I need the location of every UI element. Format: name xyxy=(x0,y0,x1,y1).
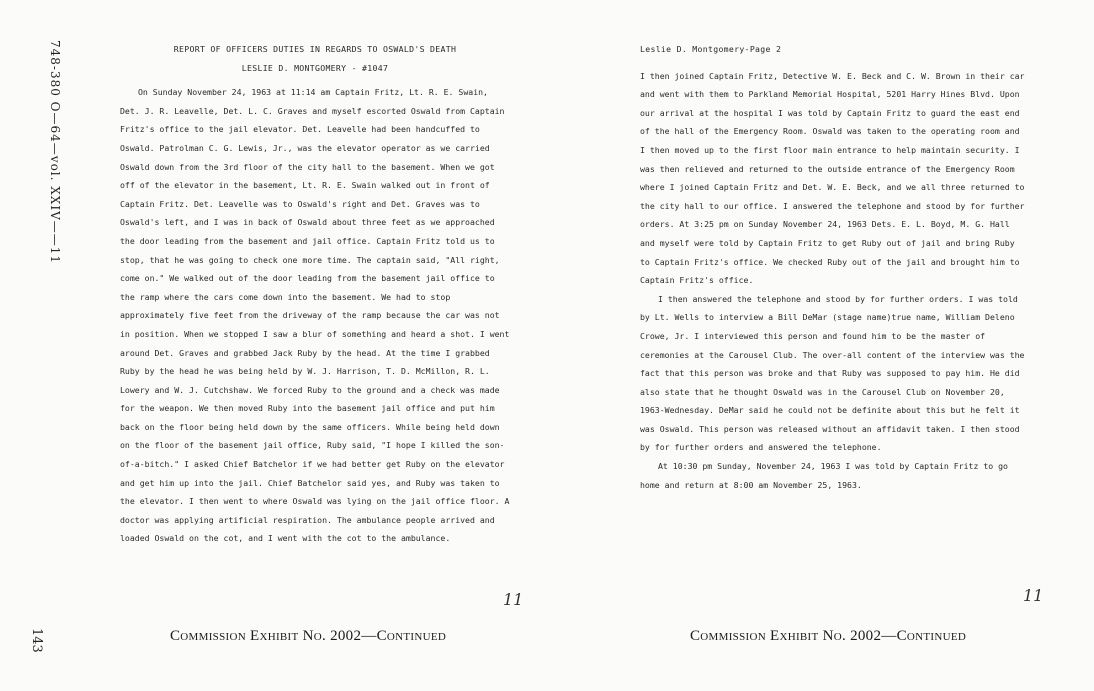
right-page-column xyxy=(640,40,1030,494)
left-page-author: LESLIE D. MONTGOMERY - #1047 xyxy=(241,62,389,73)
left-page-paragraph: On Sunday November 24, 1963 at 11:14 am Captain Fritz, Lt. R. E. Swain, Det. J. R. Leavelle, Det. L. C. Graves and myself escorted Oswald from Captain Fritz's office to the jail elevator. Det. Leavelle had been handcuffed to Oswald. Patrolman C. G. Lewis, Jr., was the elevator operator as we carried Oswald down from the 3rd floor of the city hall to the basement. When we got off of the elevator in the basement, Lt. R. E. Swain walked out in front of Captain Fritz. Det. Leavelle was to Oswald's right and Det. Graves was to Oswald's left, and I was in back of Oswald about three feet as we approached the door leading from the basement and jail office. Captain Fritz told us to stop, that he was going to check one more time. The captain said, "All right, come on." We walked out of the door leading from the basement jail office to the ramp where the cars come down into the basement. We had to stop approximately five feet from the driveway of the ramp because the car was not in position. When we stopped I saw a blur of something and heard a shot. I went around Det. Graves and grabbed Jack Ruby by the head. At the time I grabbed Ruby by the head he was being held by W. J. Harrison, T. D. McMillon, R. L. Lowery and W. J. Cutchshaw. We forced Ruby to the ground and a check was made for the weapon. We then moved Ruby into the basement jail office and put him back on the floor being held down by the same officers. While being held down on the floor of the basement jail office, Ruby said, "I hope I killed the son-of-a-bitch." I asked Chief Batchelor if we had better get Ruby on the elevator and get him up into the jail. Chief Batchelor said yes, and Ruby was taken to the elevator. I then went to where Oswald was lying on the jail office floor. A doctor was applying artificial respiration. The ambulance people arrived and loaded Oswald on the cot, and I went with the cot to the ambulance. xyxy=(120,87,515,544)
right-page-paragraph: I then joined Captain Fritz, Detective W. E. Beck and C. W. Brown in their car and went with them to Parkland Memorial Hospital, 5201 Harry Hines Blvd. Upon our arrival at the hospital I was told by Captain Fritz to guard the east end of the hall of the Emergency Room. Oswald was taken to the operating room and I then moved up to the first floor main entrance to help maintain security. I was then relieved and returned to the outside entrance of the Emergency Room where I joined Captain Fritz and Det. W. E. Beck, and we all three returned to the city hall to our office. I answered the telephone and stood by for further orders. At 3:25 pm on Sunday November 24, 1963 Dets. E. L. Boyd, M. G. Hall and myself were told by Captain Fritz to get Ruby out of jail and bring Ruby to Captain Fritz's office. We checked Ruby out of the jail and brought him to Captain Fritz's office. xyxy=(640,70,1030,286)
left-hand-mark: 11 xyxy=(503,590,524,609)
right-exhibit-caption: Commission Exhibit No. 2002—Continued xyxy=(690,628,967,644)
vertical-margin-note: 748-380 O—64—vol. XXIV——11 xyxy=(48,40,62,265)
left-exhibit-caption: Commission Exhibit No. 2002—Continued xyxy=(170,628,447,644)
right-page-paragraph: I then answered the telephone and stood by for further orders. I was told by Lt. Wells to interview a Bill DeMar (stage name)true name, William Deleno Crowe, Jr. I interviewed this person and found him to be the master of ceremonies at the Carousel Club. The over-all content of the interview was the fact that this person was broke and that Ruby was supposed to pay him. He did also state that he thought Oswald was in the Carousel Club on November 20, 1963-Wednesday. DeMar said he could not be definite about this but he felt it was Oswald. This person was released without an affidavit taken. I then stood by for further orders and answered the telephone. xyxy=(640,293,1030,453)
right-hand-mark: 11 xyxy=(1023,586,1044,605)
right-page-paragraph: At 10:30 pm Sunday, November 24, 1963 I was told by Captain Fritz to go home and return at 8:00 am November 25, 1963. xyxy=(640,461,1013,490)
left-page-title: REPORT OF OFFICERS DUTIES IN REGARDS TO OSWALD'S DEATH xyxy=(173,44,457,54)
page-number: 143 xyxy=(29,628,44,653)
left-page-column xyxy=(120,40,515,548)
right-page-title: Leslie D. Montgomery-Page 2 xyxy=(640,44,782,54)
